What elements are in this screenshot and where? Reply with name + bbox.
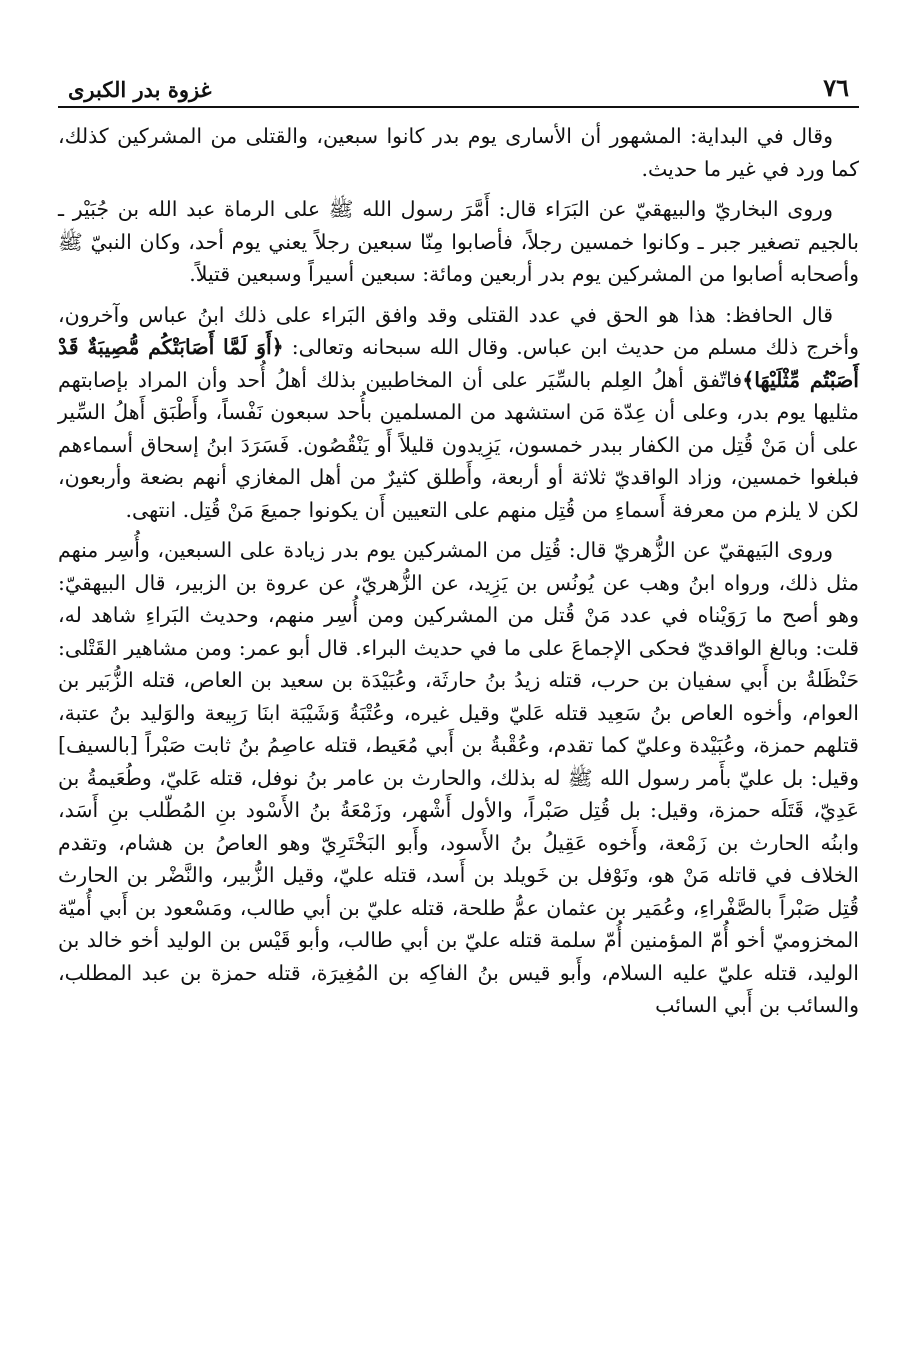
paragraph-2	[58, 193, 859, 291]
paragraph-3	[58, 299, 859, 527]
page-number: ٧٦	[823, 73, 849, 102]
running-title: غزوة بدر الكبرى	[68, 77, 212, 102]
paragraph-text: فاتّفق أهلُ العِلم بالسِّيَر على أن المخاطبين بذلك أهلُ أُحد وأن المراد بإصابتهم مثليها يوم بدر، وعلى أن عِدّة مَن استشهد من المسلمين بأُحد سبعون نَفْساً، وأَطْبَق أَهلُ السِّير على أن مَنْ قُتِل من الكفار ببدر خمسون، يَزِيدون قليلاً أَو يَنْقُصُون. فَسَرَدَ ابنُ إسحاق أسماءهم فبلغوا خمسين، وزاد الواقديّ ثلاثة أو أربعة، وأَطلق كثيرٌ من أهل المغازي أنهم بضعة وأربعون، لكن لا يلزم من معرفة أَسماءِ من قُتِل منهم على التعيين أَن يكونوا جميعَ مَنْ قُتِل. انتهى.	[58, 367, 859, 522]
paragraph-1	[58, 120, 859, 185]
paragraph-text: وقال في البداية: المشهور أن الأسارى يوم بدر كانوا سبعين، والقتلى من المشركين كذلك، كما ورد في غير ما حديث.	[58, 124, 859, 181]
paragraph-4	[58, 534, 859, 1022]
paragraph-text: وروى البخاريّ والبيهقيّ عن البَرَاء قال: أَمَّرَ رسول الله ﷺ على الرماة عبد الله بن جُبَيْر ـ بالجيم تصغير جبر ـ وكانوا خمسين رجلاً، فأصابوا مِنّا سبعين رجلاً يعني يوم أحد، وكان النبيّ ﷺ وأصحابه أصابوا من المشركين يوم بدر أربعين ومائة: سبعين أسيراً وسبعين قتيلاً.	[58, 197, 859, 286]
running-header	[58, 60, 859, 108]
book-page	[58, 60, 859, 1345]
quran-verse: ﴿أَوَ لَمَّا أَصَابَتْكُم مُّصِيبَةٌ قَدْ أَصَبْتُم مِّثْلَيْهَا﴾	[58, 335, 859, 392]
paragraph-text: قال الحافظ: هذا هو الحق في عدد القتلى وقد وافق البَراء على ذلك ابنُ عباس وآخرون، وأخرج ذلك مسلم من حديث ابن عباس. وقال الله سبحانه وتعالى:	[58, 302, 859, 359]
body-text	[58, 120, 859, 1022]
paragraph-text: وروى البَيهقيّ عن الزُّهريّ قال: قُتِل من المشركين يوم بدر زيادة على السبعين، وأُسِر منهم مثل ذلك، ورواه ابنُ وهب عن يُونُس بن يَزِيد، عن الزُّهريّ، عن عروة بن الزبير، قال البيهقيّ: وهو أصح ما رَوَيْناه في عدد مَنْ قُتل من المشركين ومن أُسِر منهم، وحديث البَراءِ شاهد له، قلت: وبالغ الواقديّ فحكى الإجماعَ على ما في حديث البراء. قال أبو عمر: ومن مشاهير القَتْلى: حَنْظَلةُ بن أَبي سفيان بن حرب، قتله زيدُ بنُ حارثَة، وعُبَيْدَة بن سعيد بن العاص، قتله الزُّبَير بن العوام، وأخوه العاص بنُ سَعِيد قتله عَليّ وقيل غيره، وعُتْبَةُ وَشَيْبَة ابنَا رَبِيعة والوَليد بنُ عتبة، قتلهم حمزة، وعُبَيْدة وعليّ كما تقدم، وعُقْبةُ بن أَبي مُعَيط، قتله عاصِمُ بنُ ثابت صَبْراً [بالسيف] وقيل: بل عليّ بأَمر رسول الله ﷺ له بذلك، والحارث بن عامر بنُ نوفل، قتله عَليّ، وطُعَيمةُ بن عَدِيّ، قَتَلَه حمزة، وقيل: بل قُتِل صَبْراً، والأول أَشْهر، وزَمْعَةُ بنُ الأَسْود بنِ المُطّلب بنِ أَسَد، وابنُه الحارث بن زَمْعة، وأَخوه عَقِيلُ بنُ الأَسود، وأَبو البَخْتَرِيّ وهو العاصُ بن هشام، وتقدم الخلاف في قاتله مَنْ هو، ونَوْفل بن خَويلد بن أَسد، قتله عليّ، وقيل الزُّبير، والنَّضْر بن الحارث قُتِل صَبْراً بالصَّفْراءِ، وعُمَير بن عثمان عمُّ طلحة، قتله عليّ بن أبي طالب، ومَسْعود بن أَبي أُميّة المخزوميّ أخو أُمّ المؤمنين أُمّ سلمة قتله عليّ بن أبي طالب، وأبو قَيْس بن الوليد أخو خالد بن الوليد، قتله عليّ عليه السلام، وأَبو قيس بنُ الفاكِه بن المُغِيرَة، قتله حمزة بن عبد المطلب، والسائب بن أَبي السائب	[58, 538, 859, 1017]
